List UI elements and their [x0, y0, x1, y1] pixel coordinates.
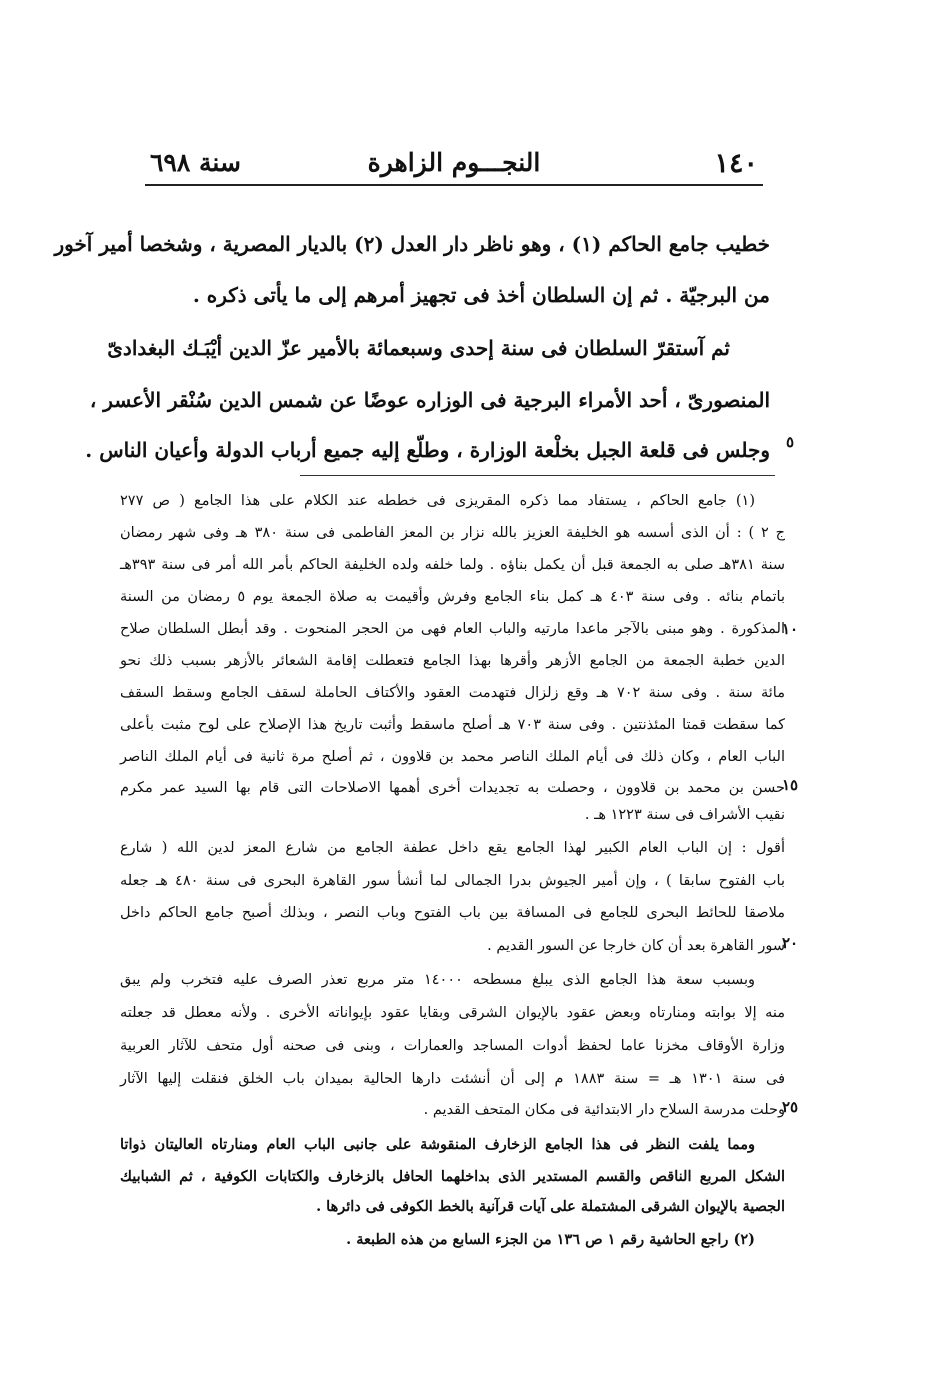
line-number: ٢٠	[781, 934, 799, 952]
footnote-line: باب الفتوح سابقا ) ، وإن أمير الجيوش بدرا الجمالى لما أنشأ سور القاهرة البحرى فى سنة ٤٨٠ هـ جعله	[120, 873, 785, 889]
main-line: من البرجيّة . ثم إن السلطان أخذ فى تجهيز أمرهم إلى ما يأتى ذكره .	[192, 283, 770, 307]
running-year: سنة ٦٩٨	[150, 148, 241, 177]
footnote-line: الشكل المربع الناقص والقسم المستدير الذى بداخلهما الحافل بالزخارف والكتابات الكوفية ، ثم الشبابيك	[120, 1168, 785, 1185]
footnote-line: سنة ٣٨١هـ صلى به الجمعة قبل أن يكمل بناؤه . ولما خلفه ولده الخليفة الحاكم بأمر الله أمر فى سنة ٣٩٣هـ	[120, 557, 785, 573]
header-rule	[145, 184, 763, 186]
footnote-line: وبسبب سعة هذا الجامع الذى يبلغ مسطحه ١٤٠٠٠ متر مربع تعذر الصرف عليه فتخرب ولم يبق	[120, 972, 755, 988]
footnote-line: كما سقطت قمتا المئذنتين . وفى سنة ٧٠٣ هـ أصلح ماسقط وأثبت تاريخ هذا الإصلاح على لوح مثبت بأعلى	[120, 717, 785, 733]
footnote-line: الباب العام ، وكان ذلك فى أيام الملك الناصر محمد بن قلاوون ، ثم أصلح مرة ثانية فى أيام الملك الناصر	[120, 749, 785, 765]
footnote-line: حسن بن محمد بن قلاوون ، وحصلت به تجديدات أخرى أهمها الاصلاحات التى قام بها السيد عمر مكرم	[120, 780, 785, 796]
line-number: ٥	[785, 433, 795, 451]
footnote-line: الدين خطبة الجمعة من الجامع الأزهر وأقرها بهذا الجامع فتعطلت إقامة الشعائر بالأزهر بسبب ذلك نحو	[120, 653, 785, 669]
footnote-line: ج ٢ ) : أن الذى أسسه هو الخليفة العزيز بالله نزار بن المعز الفاطمى فى سنة ٣٨٠ هـ وفى شهر رمضان	[120, 525, 786, 541]
main-line: خطيب جامع الحاكم (١) ، وهو ناظر دار العدل (٢) بالديار المصرية ، وشخصا أمير آخور	[54, 232, 770, 256]
footnote-line: منه إلا بوابته ومنارتاه وبعض عقود بالإيوان الشرقى وبقايا عقود بإيواناته الأخرى . ولأنه معطل قد جعلته	[120, 1005, 785, 1021]
footnote-line: باتمام بنائه . وفى سنة ٤٠٣ هـ كمل بناء الجامع وفرش وأقيمت به صلاة الجمعة يوم ٥ رمضان من السنة	[120, 589, 785, 605]
footnote-line: نقيب الأشراف فى سنة ١٢٢٣ هـ .	[584, 807, 785, 823]
line-number: ١٠	[781, 620, 799, 638]
footnote-line: سور القاهرة بعد أن كان خارجا عن السور القديم .	[487, 938, 785, 954]
footnote-line: (١) جامع الحاكم ، يستفاد مما ذكره المقريزى فى خططه عند الكلام على هذا الجامع ( ص ٢٧٧	[120, 493, 755, 509]
footnote-line: ملاصقا للحائط البحرى للجامع فى المسافة بين باب الفتوح وباب النصر ، وبذلك أصبح جامع الحاكم داخل	[120, 905, 785, 921]
footnote-separator	[300, 475, 775, 476]
main-line: ثم آستقرّ السلطان فى سنة إحدى وسبعمائة بالأمير عزّ الدين أيْبَـك البغدادىّ	[107, 336, 730, 360]
main-line: وجلس فى قلعة الجبل بخلْعة الوزارة ، وطلّع إليه جميع أرباب الدولة وأعيان الناس .	[85, 438, 770, 462]
footnote-line: وزارة الأوقاف مخزنا عاما لحفظ أدوات المساجد والعمارات ، وبنى فى صحنه أول متحف للآثار العربية	[120, 1038, 785, 1054]
page-number: ١٤٠	[714, 148, 758, 179]
footnote-line: المذكورة . وهو مبنى بالآجر ماعدا مارتيه والباب العام فهى من الحجر المنحوت . وقد أبطل السلطان صلاح	[120, 621, 785, 637]
footnote-line: الجصية بالإيوان الشرقى المشتملة على آيات قرآنية بالخط الكوفى فى دائرها .	[316, 1198, 785, 1215]
line-number: ١٥	[781, 776, 799, 794]
footnote-line: (٢) راجع الحاشية رقم ١ ص ١٣٦ من الجزء السابع من هذه الطبعة .	[346, 1231, 755, 1248]
footnote-line: ومما يلفت النظر فى هذا الجامع الزخارف المنقوشة على جانبى الباب العام ومنارتاه العاليتان ذواتا	[120, 1136, 755, 1153]
line-number: ٢٥	[781, 1098, 799, 1116]
running-title: النجـــوم الزاهرة	[367, 148, 541, 177]
footnote-line: فى سنة ١٣٠١ هـ = سنة ١٨٨٣ م إلى أن أنشئت دارها الحالية بميدان باب الخلق فنقلت إليها الآثار	[120, 1071, 785, 1087]
page-header	[150, 148, 758, 182]
footnote-line: وحلت مدرسة السلاح دار الابتدائية فى مكان المتحف القديم .	[423, 1102, 785, 1118]
footnote-line: أقول : إن الباب العام الكبير لهذا الجامع يقع داخل عطفة الجامع من شارع المعز لدين الله ( شارع	[120, 840, 785, 856]
main-line: المنصورىّ ، أحد الأمراء البرجية فى الوزاره عوضًا عن شمس الدين سُنْقر الأعسر ،	[89, 388, 770, 412]
footnote-line: مائة سنة . وفى سنة ٧٠٢ هـ وقع زلزال فتهدمت العقود والأكتاف الحاملة لسقف الجامع وسقط السقف	[120, 685, 785, 701]
